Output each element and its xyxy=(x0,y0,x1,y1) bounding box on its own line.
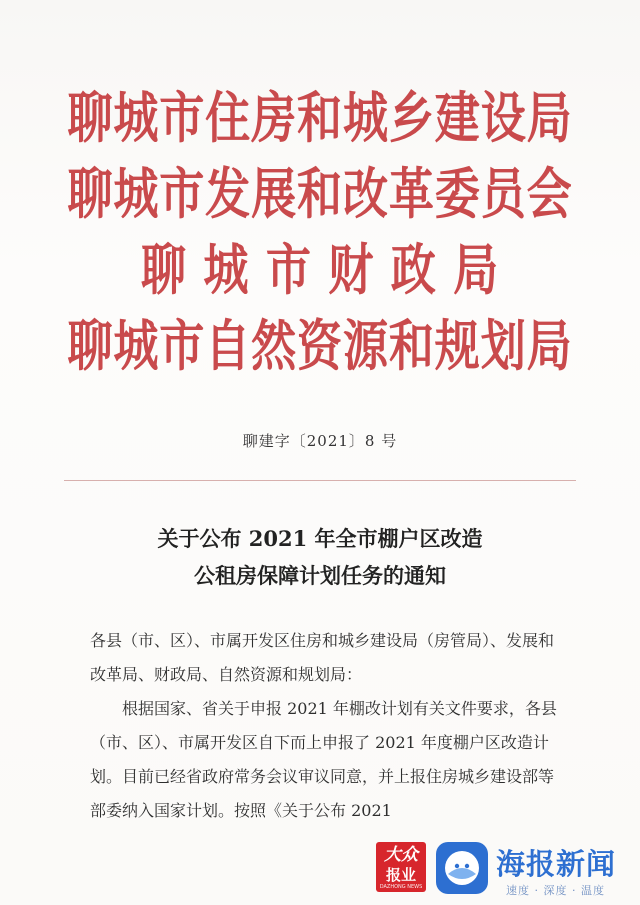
agency-development-reform: 聊城市发展和改革委员会 xyxy=(67,161,573,226)
dazhong-logo-tiny: DAZHONG NEWS xyxy=(379,884,423,890)
haibao-slogan: 速度 · 深度 · 温度 xyxy=(506,884,605,897)
title-line-1: 关于公布 2021 年全市棚户区改造 xyxy=(157,526,483,551)
dazhong-logo-top: 大众 xyxy=(384,845,418,865)
haibao-app-icon xyxy=(434,840,490,896)
haibao-name: 海报新闻 xyxy=(496,847,617,881)
agency-finance: 聊 城 市 财 政 局 xyxy=(140,237,500,302)
dazhong-logo-bottom: 报业 xyxy=(385,866,416,884)
notice-title xyxy=(0,520,640,594)
dazhong-logo xyxy=(376,842,426,892)
agency-housing: 聊城市住房和城乡建设局 xyxy=(67,85,573,150)
notice-body xyxy=(90,624,560,828)
document-number: 聊建字〔2021〕8 号 xyxy=(242,432,398,450)
body-paragraph: 根据国家、省关于申报 2021 年棚改计划有关文件要求，各县（市、区）、市属开发区自下而上申报了 2021 年度棚户区改造计划。目前已经省政府常务会议审议同意，并上报住房城乡建设部等部委纳入国家计划。按照《关于公布 2021 xyxy=(90,699,557,820)
title-line-2: 公租房保障计划任务的通知 xyxy=(194,563,446,588)
header-divider xyxy=(64,480,576,481)
watermark-logos xyxy=(376,840,640,905)
addressee: 各县（市、区）、市属开发区住房和城乡建设局（房管局）、发展和改革局、财政局、自然资源和规划局： xyxy=(90,631,555,684)
agency-natural-resources: 聊城市自然资源和规划局 xyxy=(67,313,573,378)
issuing-agencies xyxy=(0,80,640,384)
